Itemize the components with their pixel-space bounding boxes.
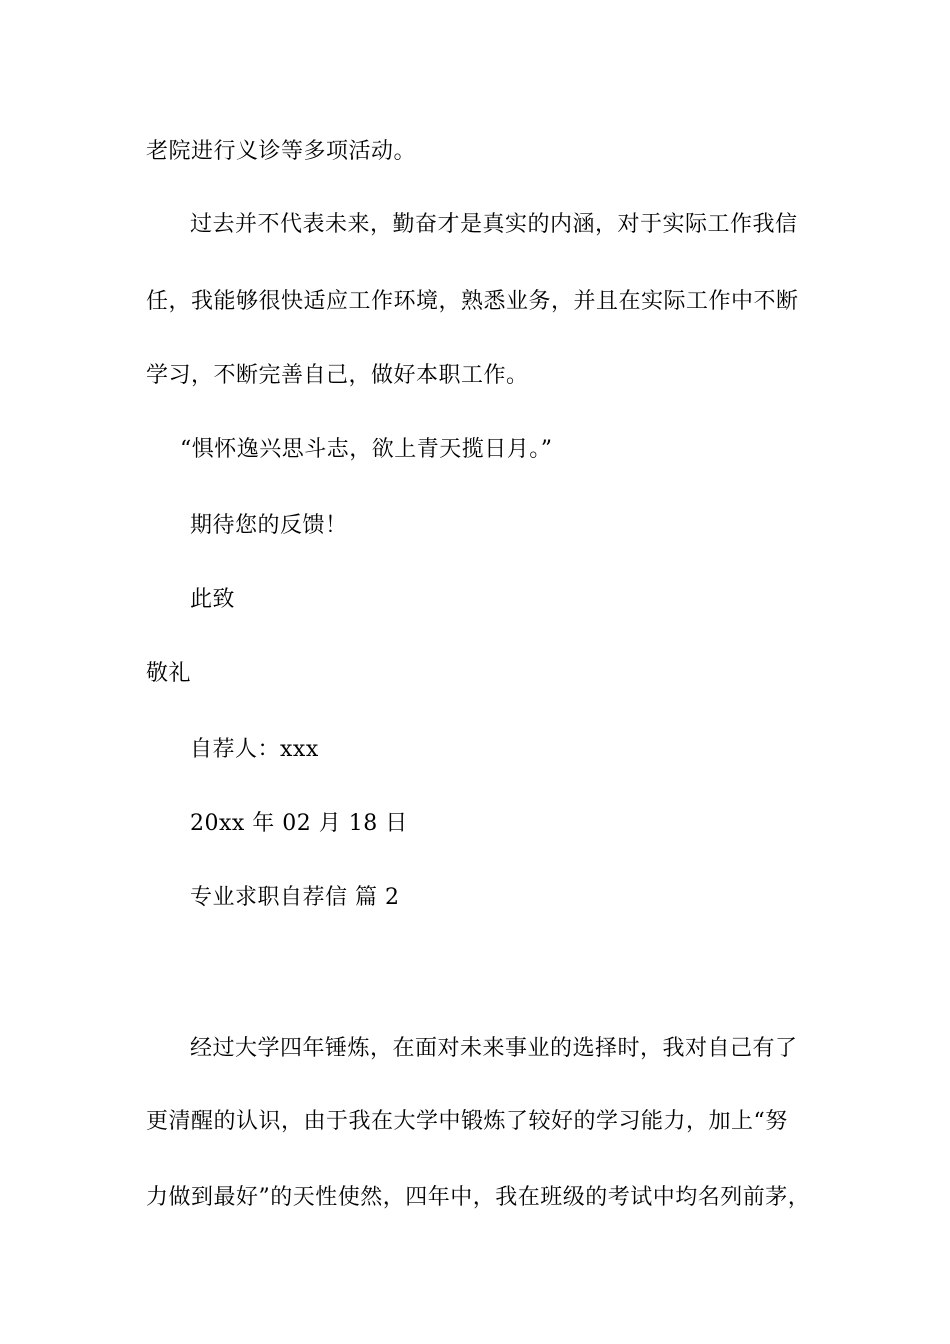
salutation-closing: 此致 bbox=[190, 587, 236, 612]
paragraph-line: 学习，不断完善自己，做好本职工作。 bbox=[146, 363, 529, 388]
salutation-regards: 敬礼 bbox=[146, 661, 192, 686]
closing-request: 期待您的反馈！ bbox=[190, 513, 348, 538]
paragraph-line: 老院进行义诊等多项活动。 bbox=[146, 139, 417, 164]
paragraph-line: 更清醒的认识，由于我在大学中锻炼了较好的学习能力，加上“努 bbox=[146, 1109, 788, 1134]
section-heading: 专业求职自荐信 篇 2 bbox=[190, 885, 400, 910]
paragraph-line: 力做到最好”的天性使然，四年中，我在班级的考试中均名列前茅， bbox=[146, 1185, 811, 1210]
paragraph-line: 经过大学四年锤炼，在面对未来事业的选择时，我对自己有了 bbox=[190, 1036, 798, 1061]
paragraph-line: 任，我能够很快适应工作环境，熟悉业务，并且在实际工作中不断 bbox=[146, 289, 799, 314]
paragraph-line: 过去并不代表未来，勤奋才是真实的内涵，对于实际工作我信 bbox=[190, 212, 798, 237]
signature-date: 20xx 年 02 月 18 日 bbox=[190, 811, 408, 836]
quote-line: “惧怀逸兴思斗志，欲上青天揽日月。” bbox=[180, 437, 553, 462]
signature-name: 自荐人：xxx bbox=[190, 737, 319, 762]
